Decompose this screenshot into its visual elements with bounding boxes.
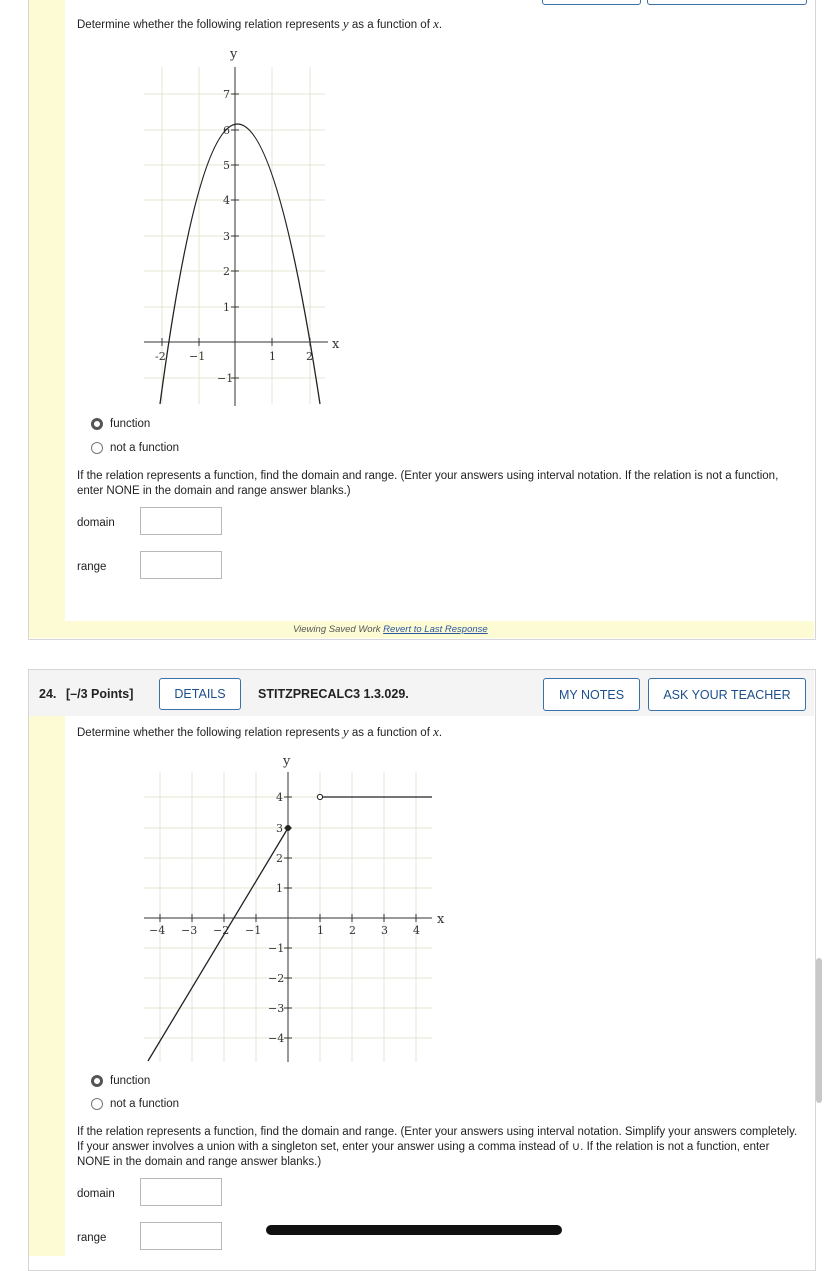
q24-x-tick-label: 2	[349, 924, 356, 937]
q24-x-tick-label: 3	[381, 924, 388, 937]
q23-y-tick-label: −1	[217, 372, 234, 385]
q23-x-tick-label: 1	[269, 350, 276, 363]
question-23-prompt: Determine whether the following relation represents y as a function of x.	[77, 16, 443, 31]
q23-domain-input[interactable]	[140, 507, 222, 535]
question-23-sidebar	[29, 0, 65, 621]
q24-range-input[interactable]	[140, 1222, 222, 1250]
q23-parabola-curve	[160, 124, 320, 404]
q24-x-tick-label: −3	[181, 924, 198, 937]
q24-option-not-function-label: not a function	[110, 1098, 180, 1110]
q23-range-label: range	[77, 561, 107, 573]
q23-instructions: If the relation represents a function, find the domain and range. (Enter your answers using interval notation. If the relation is not a function, enter NONE in the domain and range answer blanks.)	[77, 470, 779, 497]
q24-open-endpoint	[317, 794, 322, 799]
q23-radio-function[interactable]	[91, 418, 103, 430]
scrollbar-thumb[interactable]	[816, 958, 822, 1103]
question-23-top-button-1[interactable]	[542, 0, 641, 5]
question-24-graph	[140, 750, 450, 1070]
q24-x-axis-label: x	[437, 912, 445, 927]
home-indicator[interactable]	[266, 1225, 562, 1235]
q24-range-label: range	[77, 1232, 107, 1244]
q24-x-tick-label: 1	[317, 924, 324, 937]
q24-y-tick-label: 3	[276, 822, 283, 835]
q23-y-axis-label: y	[230, 47, 238, 62]
q24-y-axis-label: y	[283, 754, 291, 769]
q24-source: STITZPRECALC3 1.3.029.	[258, 687, 409, 701]
q24-linear-segment	[148, 828, 288, 1061]
q23-option-not-function-label: not a function	[110, 442, 180, 454]
q23-y-tick-label: 3	[223, 230, 230, 243]
q23-y-tick-label: 7	[223, 88, 230, 101]
q24-x-tick-label: −1	[245, 924, 262, 937]
q24-prompt: Determine whether the following relation represents y as a function of x.	[77, 724, 443, 739]
q24-number: 24.	[39, 687, 57, 701]
q23-radio-not-function[interactable]	[91, 442, 103, 454]
q23-y-tick-label: 2	[223, 265, 230, 278]
q23-x-axis-label: x	[332, 337, 340, 352]
q24-domain-label: domain	[77, 1188, 115, 1200]
q23-x-tick-label: -2	[155, 350, 166, 363]
my-notes-button[interactable]: MY NOTES	[543, 678, 640, 711]
q23-y-tick-label: 5	[223, 159, 230, 172]
q23-option-not-function[interactable]	[91, 442, 179, 454]
q24-y-tick-label: 4	[276, 791, 283, 804]
q24-x-tick-label: −4	[149, 924, 166, 937]
q23-saved-work-notice: Viewing Saved Work Revert to Last Response	[293, 624, 488, 635]
q23-option-function[interactable]	[91, 418, 150, 430]
q24-y-tick-label: −4	[268, 1032, 285, 1045]
question-24-sidebar	[29, 716, 65, 1256]
q23-option-function-label: function	[110, 418, 151, 430]
q24-closed-endpoint	[285, 825, 291, 831]
details-button[interactable]: DETAILS	[159, 678, 241, 710]
q24-option-function[interactable]	[91, 1075, 150, 1087]
q23-y-tick-label: 6	[223, 124, 230, 137]
question-23-top-button-2[interactable]	[647, 0, 807, 5]
q24-domain-input[interactable]	[140, 1178, 222, 1206]
question-23-graph	[140, 42, 350, 412]
q24-radio-function[interactable]	[91, 1075, 103, 1087]
q23-range-input[interactable]	[140, 551, 222, 579]
q24-instructions: If the relation represents a function, find the domain and range. (Enter your answers using interval notation. Simplify your answers completely. If your answer involves a union with a singleton set, enter your answer using a comma instead of ∪. If the relation is not a function, enter NONE in the domain and range answer blanks.)	[77, 1126, 798, 1168]
q24-y-tick-label: −3	[268, 1002, 285, 1015]
q23-x-tick-label: −1	[189, 350, 206, 363]
revert-to-last-response-link[interactable]: Revert to Last Response	[383, 624, 488, 635]
q24-option-not-function[interactable]	[91, 1098, 179, 1110]
q24-y-tick-label: −1	[268, 942, 285, 955]
q24-radio-not-function[interactable]	[91, 1098, 103, 1110]
q24-x-tick-label: 4	[413, 924, 420, 937]
q24-y-tick-label: −2	[268, 972, 285, 985]
ask-your-teacher-button[interactable]: ASK YOUR TEACHER	[648, 678, 806, 711]
q23-domain-label: domain	[77, 517, 115, 529]
q23-y-tick-label: 1	[223, 301, 230, 314]
q24-points: [–/3 Points]	[66, 687, 134, 701]
q23-y-tick-label: 4	[223, 194, 230, 207]
q24-option-function-label: function	[110, 1075, 151, 1087]
q24-y-tick-label: 1	[276, 882, 283, 895]
q23-x-tick-label: 2	[306, 350, 313, 363]
q24-x-tick-label: −2	[213, 924, 230, 937]
q24-y-tick-label: 2	[276, 852, 283, 865]
